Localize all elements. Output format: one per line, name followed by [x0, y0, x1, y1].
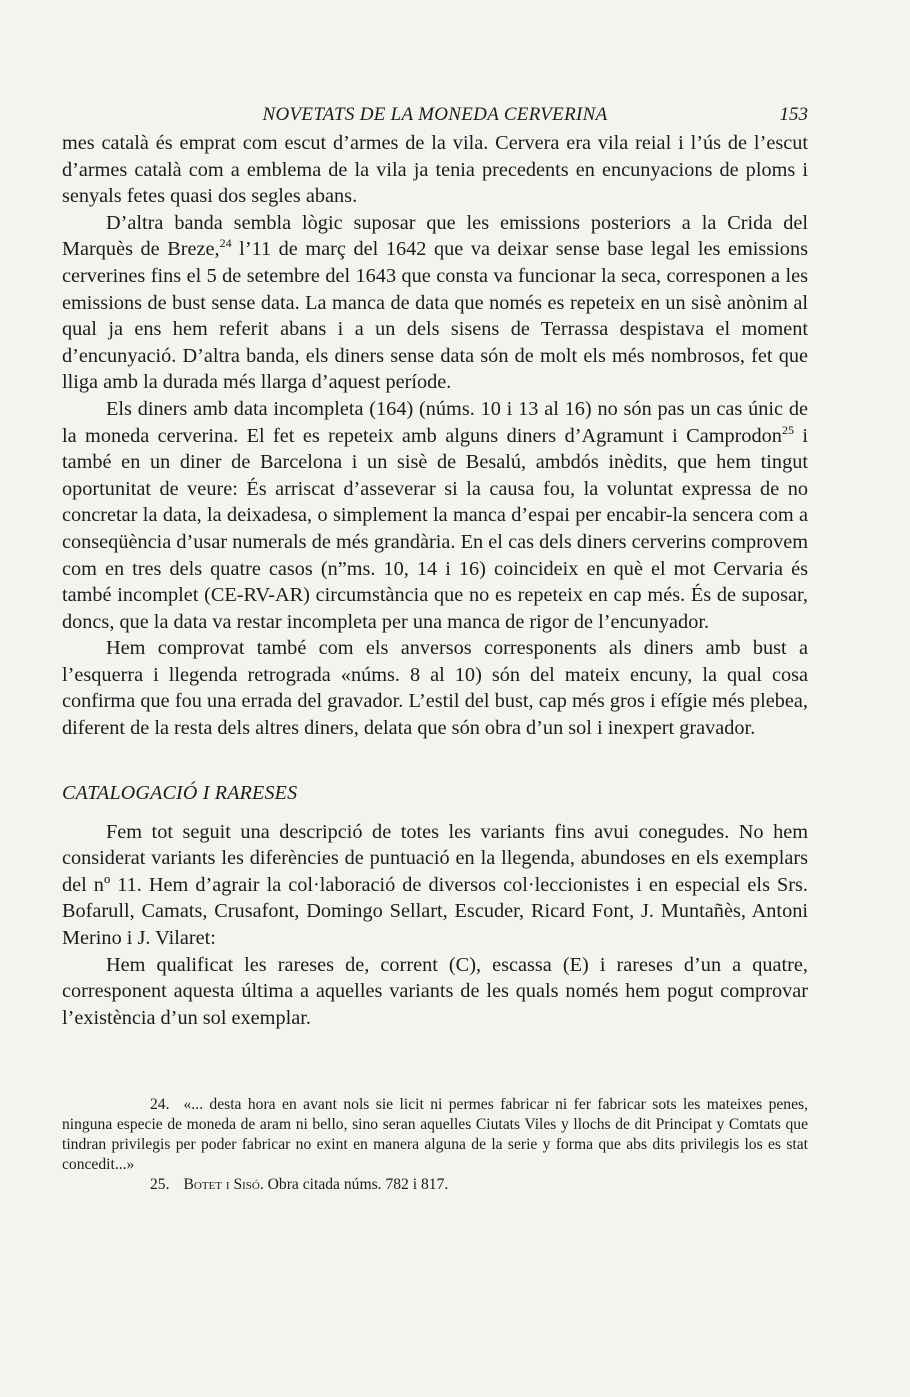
- paragraph-3-end: i també en un diner de Barcelona i un sisè de Besalú, ambdós inèdits, que hem tingut oportunitat de veure: És arriscat d’asseverar si la causa fou, la voluntat expressa de no concretar la data, la deixadesa, o simplement la manca d’espai per encabir-la sencera com a conseqüència d’usar numerals de més grandària. En el cas dels diners cerverins comprovem com en tres dels quatre casos (n”ms. 10, 14 i 16) coincideix en què el mot Cervaria és també incomplet (CE-RV-AR) circumstància que no es repeteix en cap més. És de suposar, doncs, que la data va restar incompleta per una manca de rigor de l’encunyador.: [62, 424, 808, 633]
- paragraph-2: [62, 210, 808, 396]
- footnote-24-number: 24.: [150, 1096, 170, 1114]
- footnote-25-author: Botet i Sisó: [183, 1176, 260, 1194]
- paragraph-1: mes català és emprat com escut d’armes de la vila. Cervera era vila reial i l’ús de l’escut d’armes català com a emblema de la vila ja tenia precedents en encunyacions de ploms i senyals fetes quasi dos segles abans.: [62, 132, 808, 208]
- paragraph-6: Hem qualificat les rareses de, corrent (C), escassa (E) i rareses d’un a quatre, corresponent aquesta última a aquelles variants de les quals només hem pogut comprovar l’existència d’un sol exemplar.: [62, 953, 808, 1029]
- footnote-ref-24[interactable]: 24: [219, 236, 232, 251]
- paragraph-2-end: l’11 de març del 1642 que va deixar sense base legal les emissions cerverines fins el 5 de setembre del 1643 que consta va funcionar la seca, corresponen a les emissions de bust sense data. La manca de data que només es repeteix en un sisè anònim al qual ja ens hem referit abans i a un dels sisens de Terrassa despistava el moment d’encunyació. D’altra banda, els diners sense data són de molt els més nombrosos, fet que lliga amb la durada més llarga d’aquest període.: [62, 238, 808, 394]
- footnote-25: [62, 1175, 808, 1195]
- footnote-24: [62, 1095, 808, 1175]
- section-heading: CATALOGACIÓ I RARESES: [62, 781, 298, 804]
- running-title: NOVETATS DE LA MONEDA CERVERINA: [262, 104, 608, 125]
- running-header: [62, 100, 808, 130]
- footnotes: [62, 1095, 808, 1195]
- body-text: [62, 130, 808, 1031]
- footnote-25-text: . Obra citada núms. 782 i 817.: [259, 1176, 449, 1194]
- paragraph-3-start: Els diners amb data incompleta (164) (núms. 10 i 13 al 16) no són pas un cas únic de la moneda cerverina. El fet es repeteix amb alguns diners d’Agramunt i Camprodon: [62, 397, 808, 447]
- document-page: [62, 100, 808, 1195]
- paragraph-4: Hem comprovat també com els anversos corresponents als diners amb bust a l’esquerra i llegenda retrograda «núms. 8 al 10) són del mateix encuny, la qual cosa confirma que fou una errada del gravador. L’estil del bust, cap més gros i efígie més plebea, diferent de la resta dels altres diners, delata que són obra d’un sol i inexpert gravador.: [62, 637, 808, 740]
- paragraph-5: Fem tot seguit una descripció de totes les variants fins avui conegudes. No hem considerat variants les diferències de puntuació en la llegenda, abundoses en els exemplars del nº 11. Hem d’agrair la col·laboració de diversos col·leccionistes i en especial els Srs. Bofarull, Camats, Crusafont, Domingo Sellart, Escuder, Ricard Font, J. Muntañès, Antoni Merino i J. Vilaret:: [62, 820, 808, 950]
- footnote-ref-25[interactable]: 25: [781, 422, 794, 437]
- paragraph-3: [62, 396, 808, 635]
- footnote-24-text: «... desta hora en avant nols sie licit ni permes fabricar ni fer fabricar sots les mateixes penes, ninguna especie de moneda de aram ni bello, sino seran aquelles Ciutats Viles y llochs de dit Principat y Comtats que tindran privilegis per poder fabricar no exint en manera alguna de la serie y forma que abs dits privilegis los es stat concedit...»: [62, 1096, 808, 1174]
- page-number: 153: [779, 104, 808, 125]
- footnote-25-number: 25.: [150, 1176, 170, 1194]
- paragraph-2-start: D’altra banda sembla lògic suposar que les emissions posteriors a la Crida del Marquès de Breze,: [62, 211, 808, 261]
